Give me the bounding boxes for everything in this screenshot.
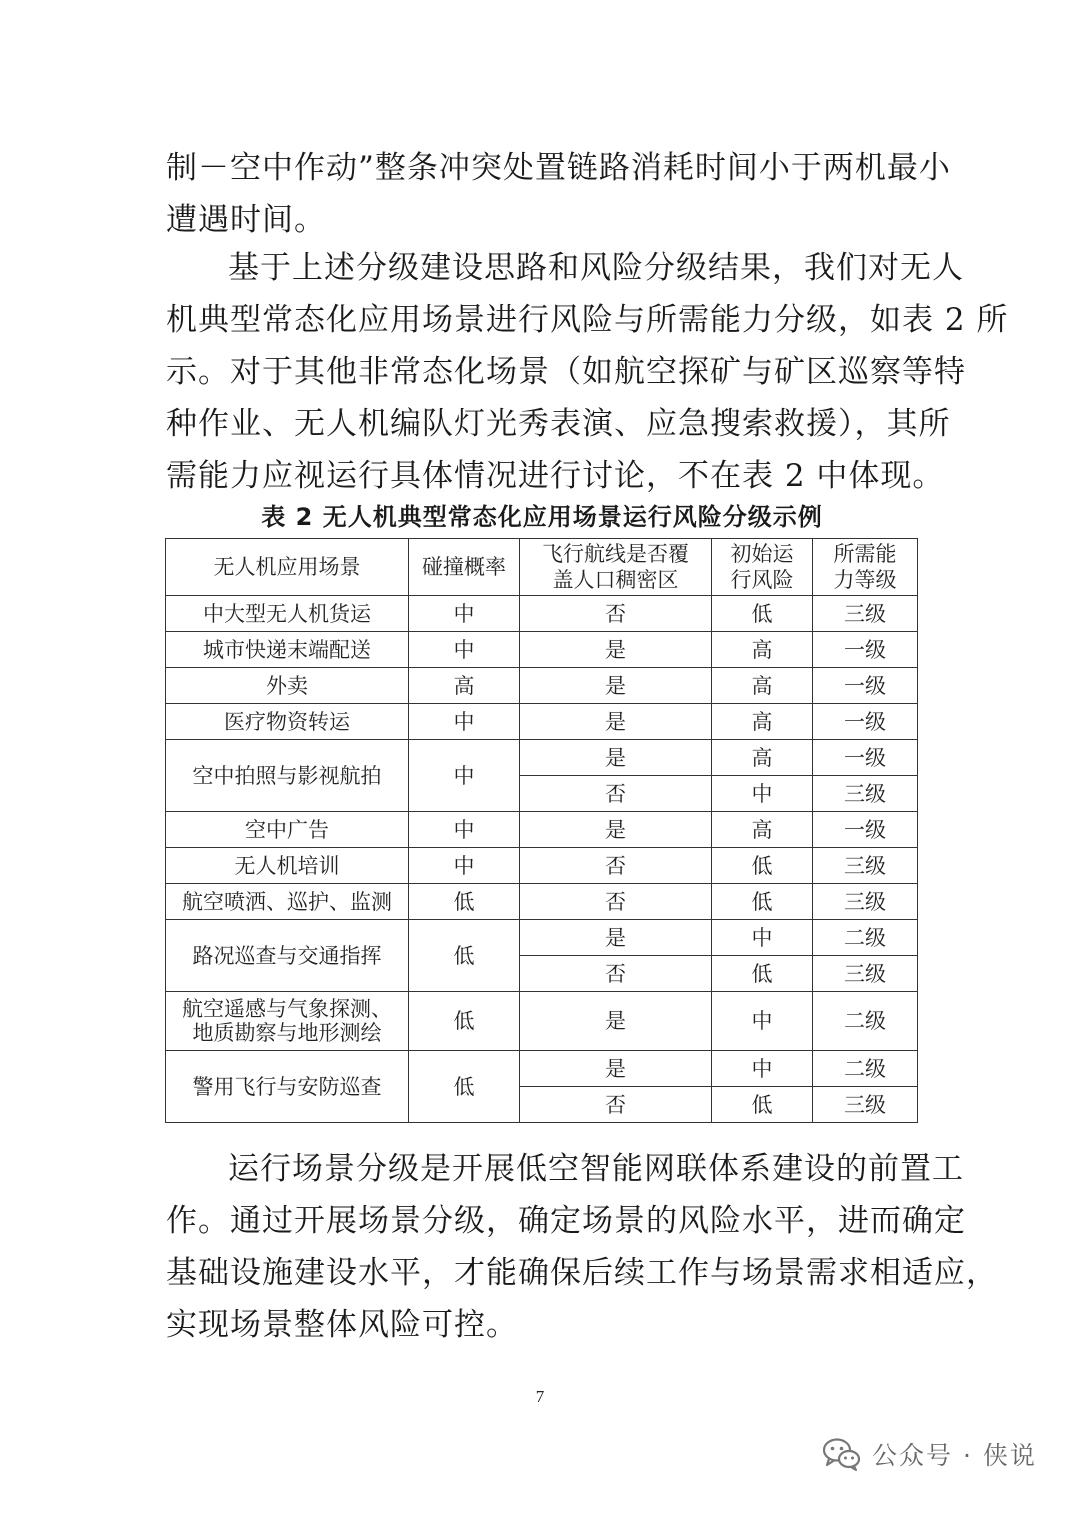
table-row — [166, 740, 918, 776]
table-row — [166, 848, 918, 884]
header-capability-level: 所需能力等级 — [813, 539, 918, 596]
cell-probability: 低 — [409, 884, 520, 920]
cell-coverage: 是 — [520, 632, 712, 668]
table-row — [166, 632, 918, 668]
cell-scenario: 空中广告 — [166, 812, 409, 848]
cell-coverage: 是 — [520, 704, 712, 740]
cell-level: 一级 — [813, 704, 918, 740]
cell-level: 三级 — [813, 884, 918, 920]
cell-coverage: 否 — [520, 884, 712, 920]
cell-probability: 中 — [409, 596, 520, 632]
cell-level: 一级 — [813, 632, 918, 668]
cell-probability: 中 — [409, 704, 520, 740]
watermark-text: 公众号 · 侠说 — [872, 1441, 1037, 1470]
cell-level: 二级 — [813, 920, 918, 956]
cell-risk: 低 — [712, 956, 813, 992]
cell-coverage: 是 — [520, 812, 712, 848]
cell-scenario: 中大型无人机货运 — [166, 596, 409, 632]
cell-scenario: 航空喷洒、巡护、监测 — [166, 884, 409, 920]
cell-scenario: 医疗物资转运 — [166, 704, 409, 740]
paragraph-3 — [166, 1143, 998, 1351]
cell-coverage: 否 — [520, 956, 712, 992]
cell-level: 一级 — [813, 740, 918, 776]
cell-coverage: 是 — [520, 920, 712, 956]
cell-scenario: 无人机培训 — [166, 848, 409, 884]
cell-risk: 低 — [712, 848, 813, 884]
cell-risk: 高 — [712, 632, 813, 668]
cell-scenario: 城市快递末端配送 — [166, 632, 409, 668]
paragraph-line: 制－空中作动”整条冲突处置链路消耗时间小于两机最小 — [166, 150, 951, 186]
cell-risk: 低 — [712, 596, 813, 632]
cell-level: 三级 — [813, 776, 918, 812]
header-initial-risk: 初始运行风险 — [712, 539, 813, 596]
cell-coverage: 是 — [520, 992, 712, 1051]
paragraph-line: 运行场景分级是开展低空智能网联体系建设的前置工 — [228, 1151, 964, 1187]
table-row — [166, 992, 918, 1051]
cell-level: 二级 — [813, 992, 918, 1051]
watermark — [822, 1432, 1037, 1476]
paragraph-line: 基于上述分级建设思路和风险分级结果，我们对无人 — [228, 250, 964, 286]
cell-risk: 高 — [712, 668, 813, 704]
paragraph-1 — [166, 142, 951, 246]
paragraph-line: 作。通过开展场景分级，确定场景的风险水平，进而确定 — [166, 1203, 966, 1239]
table-row — [166, 668, 918, 704]
cell-probability: 低 — [409, 920, 520, 992]
cell-risk: 中 — [712, 776, 813, 812]
cell-scenario: 航空遥感与气象探测、地质勘察与地形测绘 — [166, 992, 409, 1051]
table-row — [166, 920, 918, 956]
cell-probability: 中 — [409, 632, 520, 668]
page-number: 7 — [535, 1387, 545, 1406]
cell-level: 一级 — [813, 812, 918, 848]
table-row — [166, 1051, 918, 1087]
paragraph-line: 种作业、无人机编队灯光秀表演、应急搜索救援），其所 — [166, 406, 951, 442]
header-scenario: 无人机应用场景 — [166, 539, 409, 596]
table-header-row — [166, 539, 918, 596]
header-collision-probability: 碰撞概率 — [409, 539, 520, 596]
cell-coverage: 否 — [520, 596, 712, 632]
table-row — [166, 704, 918, 740]
cell-probability: 高 — [409, 668, 520, 704]
cell-probability: 中 — [409, 740, 520, 812]
header-dense-area-coverage: 飞行航线是否覆盖人口稠密区 — [520, 539, 712, 596]
cell-coverage: 是 — [520, 668, 712, 704]
cell-level: 三级 — [813, 596, 918, 632]
paragraph-2 — [166, 242, 1009, 502]
paragraph-line: 基础设施建设水平，才能确保后续工作与场景需求相适应， — [166, 1255, 998, 1291]
cell-risk: 中 — [712, 992, 813, 1051]
cell-coverage: 是 — [520, 1051, 712, 1087]
cell-probability: 中 — [409, 848, 520, 884]
paragraph-line: 需能力应视运行具体情况进行讨论，不在表 2 中体现。 — [166, 458, 945, 494]
paragraph-line: 实现场景整体风险可控。 — [166, 1307, 518, 1343]
cell-scenario: 空中拍照与影视航拍 — [166, 740, 409, 812]
cell-level: 三级 — [813, 848, 918, 884]
cell-scenario: 外卖 — [166, 668, 409, 704]
paragraph-line: 遭遇时间。 — [166, 202, 326, 238]
cell-scenario: 警用飞行与安防巡查 — [166, 1051, 409, 1123]
cell-risk: 高 — [712, 740, 813, 776]
table-caption: 表 2 无人机典型常态化应用场景运行风险分级示例 — [261, 503, 823, 531]
risk-table — [165, 538, 918, 1123]
cell-scenario: 路况巡查与交通指挥 — [166, 920, 409, 992]
cell-coverage: 否 — [520, 848, 712, 884]
cell-coverage: 否 — [520, 1087, 712, 1123]
cell-level: 三级 — [813, 1087, 918, 1123]
cell-level: 一级 — [813, 668, 918, 704]
table-row — [166, 812, 918, 848]
cell-risk: 中 — [712, 920, 813, 956]
cell-risk: 高 — [712, 812, 813, 848]
cell-risk: 高 — [712, 704, 813, 740]
cell-probability: 低 — [409, 992, 520, 1051]
cell-level: 三级 — [813, 956, 918, 992]
cell-probability: 中 — [409, 812, 520, 848]
paragraph-line: 机典型常态化应用场景进行风险与所需能力分级，如表 2 所 — [166, 302, 1009, 338]
cell-coverage: 是 — [520, 740, 712, 776]
cell-risk: 低 — [712, 1087, 813, 1123]
table-row — [166, 884, 918, 920]
table-row — [166, 596, 918, 632]
wechat-icon — [822, 1437, 862, 1471]
cell-coverage: 否 — [520, 776, 712, 812]
cell-level: 二级 — [813, 1051, 918, 1087]
paragraph-line: 示。对于其他非常态化场景（如航空探矿与矿区巡察等特 — [166, 354, 966, 390]
cell-risk: 低 — [712, 884, 813, 920]
cell-probability: 低 — [409, 1051, 520, 1123]
cell-risk: 中 — [712, 1051, 813, 1087]
